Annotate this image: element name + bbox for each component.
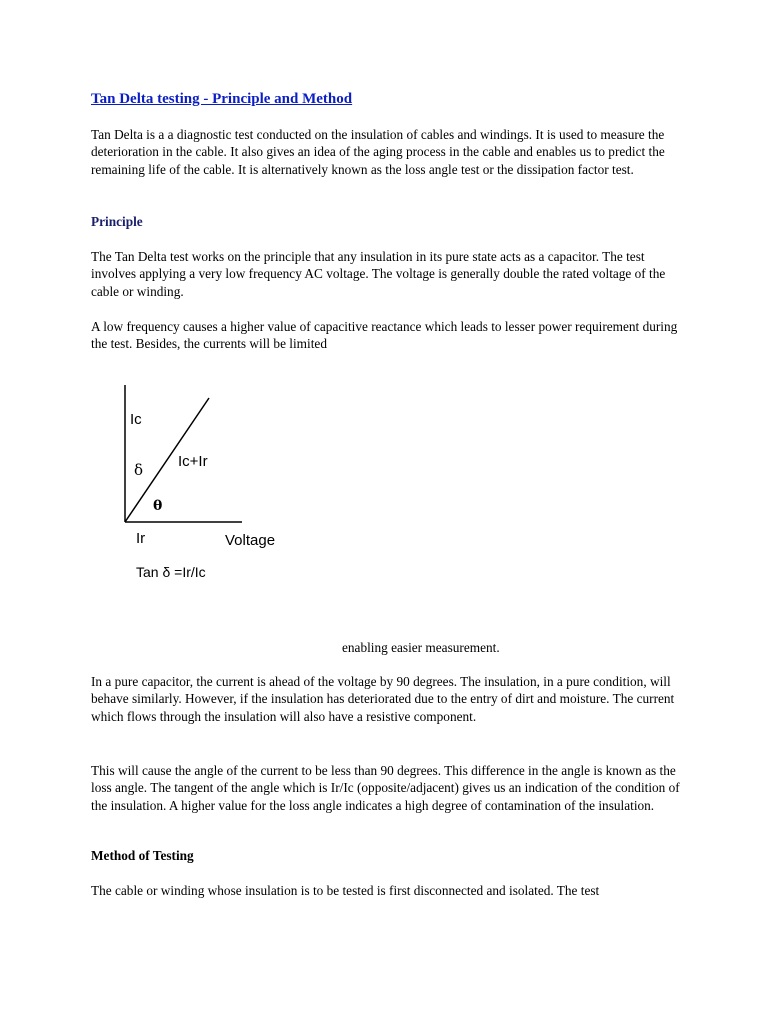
- label-voltage: Voltage: [225, 532, 276, 549]
- figure-continuation-text: enabling easier measurement.: [342, 640, 500, 655]
- tan-delta-vector-diagram: [112, 378, 312, 583]
- page-title[interactable]: Tan Delta testing - Principle and Method: [91, 91, 353, 107]
- label-theta: θ: [153, 498, 163, 514]
- method-paragraph-1: The cable or winding whose insulation is to be tested is first disconnected and isolated. The test: [91, 883, 600, 898]
- principle-heading: Principle: [91, 214, 143, 229]
- principle-paragraph-1: The Tan Delta test works on the principle that any insulation in its pure state acts as a capacitor. The test involves applying a very low frequency AC voltage. The voltage is generally double the rated voltage of the cable or winding.: [91, 249, 666, 299]
- tan-delta-formula: Tan δ =Ir/Ic: [136, 564, 206, 580]
- method-heading: Method of Testing: [91, 848, 194, 863]
- principle-paragraph-2: A low frequency causes a higher value of capacitive reactance which leads to lesser power requirement during the test. Besides, the currents will be limited: [91, 319, 678, 352]
- label-delta: δ: [134, 461, 144, 479]
- intro-paragraph: Tan Delta is a a diagnostic test conducted on the insulation of cables and windings. It is used to measure the deterioration in the cable. It also gives an idea of the aging process in the cable and enables us to predict the remaining life of the cable. It is alternatively known as the loss angle test or the dissipation factor test.: [91, 127, 665, 177]
- label-ic: Ic: [130, 411, 142, 428]
- loss-angle-paragraph: This will cause the angle of the current to be less than 90 degrees. This difference in the angle is known as the loss angle. The tangent of the angle which is Ir/Ic (opposite/adjacent) gives us an indication of the condition of the insulation. A higher value for the loss angle indicates a high degree of contamination of the insulation.: [91, 763, 680, 813]
- label-ic-plus-ir: Ic+Ir: [178, 453, 208, 470]
- pure-capacitor-paragraph: In a pure capacitor, the current is ahead of the voltage by 90 degrees. The insulation, in a pure condition, will behave similarly. However, if the insulation has deteriorated due to the entry of dirt and moisture. The current which flows through the insulation will also have a resistive component.: [91, 674, 675, 724]
- label-ir: Ir: [136, 530, 146, 547]
